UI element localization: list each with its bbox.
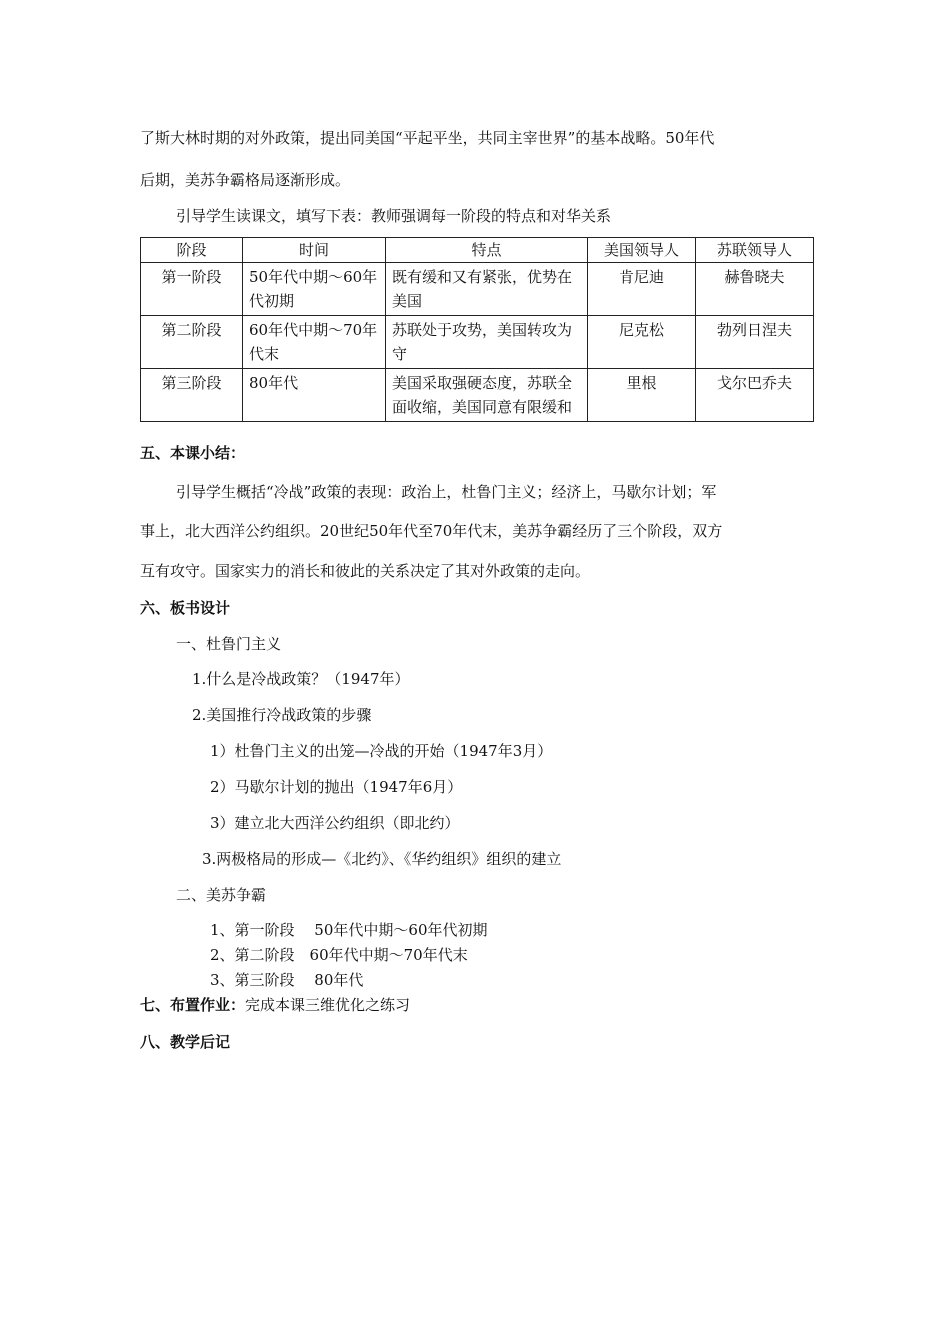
- cell-feature: 既有缓和又有紧张，优势在美国: [386, 263, 588, 316]
- board-item-3: 3.两极格局的形成—《北约》、《华约组织》组织的建立: [202, 850, 562, 868]
- intro-line-2: 后期，美苏争霸格局逐渐形成。: [140, 171, 351, 189]
- cell-stage: 第二阶段: [141, 316, 243, 369]
- cell-feature: 苏联处于攻势，美国转攻为守: [386, 316, 588, 369]
- cell-us-leader: 尼克松: [588, 316, 696, 369]
- cell-time: 80年代: [243, 369, 386, 422]
- table-row: [141, 316, 814, 369]
- intro-line-1: 了斯大林时期的对外政策，提出同美国“平起平坐，共同主宰世界”的基本战略。50年代: [140, 129, 715, 147]
- table-header-row: [141, 238, 814, 263]
- cell-ussr-leader: 戈尔巴乔夫: [696, 369, 814, 422]
- cell-stage: 第三阶段: [141, 369, 243, 422]
- board-part-2: 二、美苏争霸: [176, 886, 267, 904]
- header-feature: 特点: [386, 238, 588, 263]
- table-row: [141, 369, 814, 422]
- section-8-heading: 八、教学后记: [140, 1033, 231, 1051]
- cell-us-leader: 里根: [588, 369, 696, 422]
- section-7-heading: 七、布置作业：: [140, 996, 246, 1014]
- section-7: [140, 995, 410, 1015]
- board-item-2: 2.美国推行冷战政策的步骤: [192, 706, 372, 724]
- cell-ussr-leader: 勃列日涅夫: [696, 316, 814, 369]
- table-instruction: 引导学生读课文，填写下表：教师强调每一阶段的特点和对华关系: [176, 207, 612, 225]
- table-row: [141, 263, 814, 316]
- summary-line-1: 引导学生概括“冷战”政策的表现：政治上，杜鲁门主义；经济上，马歇尔计划；军: [176, 483, 717, 501]
- cell-stage: 第一阶段: [141, 263, 243, 316]
- board-stage-1: 1、第一阶段 50年代中期～60年代初期: [210, 921, 488, 939]
- summary-line-3: 互有攻守。国家实力的消长和彼此的关系决定了其对外政策的走向。: [140, 562, 591, 580]
- cell-time: 60年代中期～70年代末: [243, 316, 386, 369]
- cell-time: 50年代中期～60年代初期: [243, 263, 386, 316]
- board-stage-3: 3、第三阶段 80年代: [210, 971, 364, 989]
- cell-us-leader: 肯尼迪: [588, 263, 696, 316]
- header-time: 时间: [243, 238, 386, 263]
- section-5-heading: 五、本课小结：: [140, 444, 246, 462]
- homework-text: 完成本课三维优化之练习: [245, 996, 411, 1014]
- cell-feature: 美国采取强硬态度，苏联全面收缩，美国同意有限缓和: [386, 369, 588, 422]
- stages-table: [140, 237, 814, 422]
- section-6-heading: 六、板书设计: [140, 599, 231, 617]
- board-sub-2: 2）马歇尔计划的抛出（1947年6月）: [210, 778, 463, 796]
- header-stage: 阶段: [141, 238, 243, 263]
- header-us-leader: 美国领导人: [588, 238, 696, 263]
- board-stage-2: 2、第二阶段 60年代中期～70年代末: [210, 946, 468, 964]
- summary-line-2: 事上，北大西洋公约组织。20世纪50年代至70年代末，美苏争霸经历了三个阶段，双方: [140, 522, 723, 540]
- board-sub-3: 3）建立北大西洋公约组织（即北约）: [210, 814, 460, 832]
- board-sub-1: 1）杜鲁门主义的出笼—冷战的开始（1947年3月）: [210, 742, 553, 760]
- header-ussr-leader: 苏联领导人: [696, 238, 814, 263]
- cell-ussr-leader: 赫鲁晓夫: [696, 263, 814, 316]
- board-part-1: 一、杜鲁门主义: [176, 635, 282, 653]
- board-item-1: 1.什么是冷战政策？（1947年）: [192, 670, 410, 688]
